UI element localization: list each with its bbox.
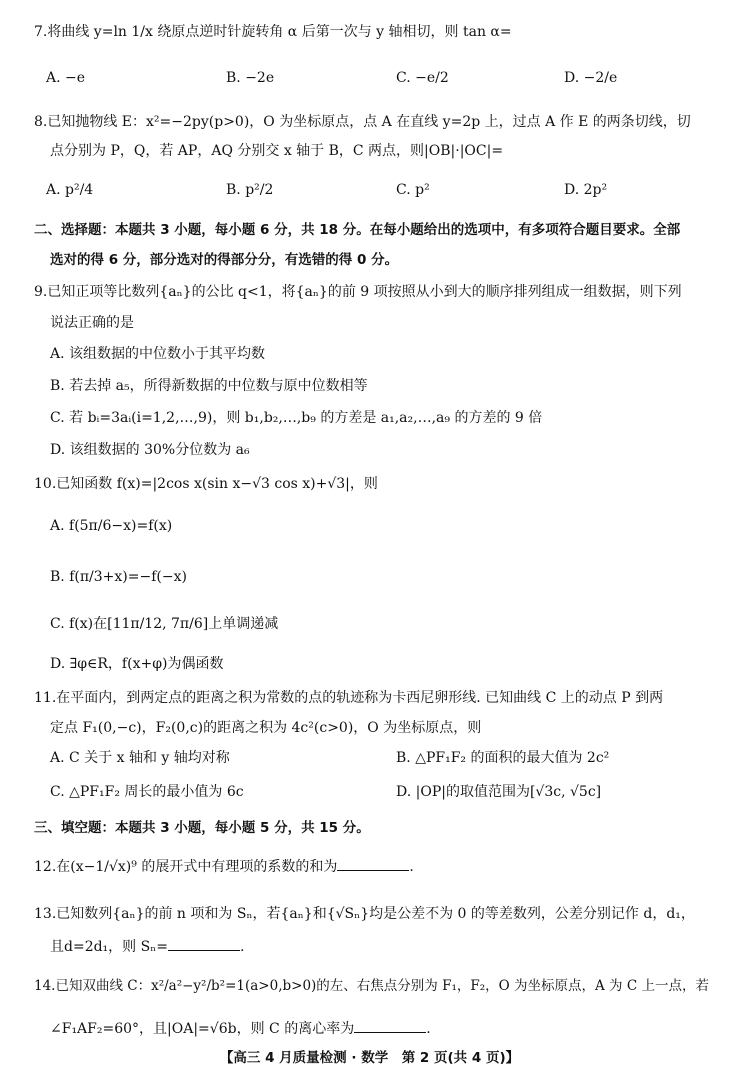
page-footer: 【高三 4 月质量检测 · 数学 第 2 页(共 4 页)】 (219, 1050, 520, 1066)
q13-period: . (240, 939, 245, 955)
q13-answer-blank[interactable] (168, 936, 240, 951)
q7-option-b: B. −2e (226, 70, 275, 86)
q14-answer-blank[interactable] (354, 1018, 426, 1033)
q14-stem-line1: 14.已知双曲线 C：x²/a²−y²/b²=1(a>0,b>0)的左、右焦点分别为 F₁，F₂，O 为坐标原点，A 为 C 上一点，若 (34, 978, 709, 994)
q10-stem: 10.已知函数 f(x)=|2cos x(sin x−√3 cos x)+√3|，则 (34, 476, 378, 492)
q14-period: . (426, 1021, 431, 1037)
q9-stem-line2: 说法正确的是 (50, 315, 134, 331)
section3-heading: 三、填空题：本题共 3 小题，每小题 5 分，共 15 分。 (34, 820, 370, 836)
q9-option-d: D. 该组数据的 30%分位数为 a₆ (50, 442, 250, 458)
q10-option-a: A. f(5π/6−x)=f(x) (50, 518, 173, 534)
q8-option-b: B. p²/2 (226, 182, 274, 198)
q13-text: 且d=2d₁，则 Sₙ= (50, 939, 169, 955)
q8-option-a: A. p²/4 (46, 182, 94, 198)
q14-text: ∠F₁AF₂=60°，且|OA|=√6b，则 C 的离心率为 (50, 1021, 355, 1037)
q11-option-d: D. |OP|的取值范围为[√3c, √5c] (396, 784, 602, 800)
q12-text: 12.在(x−1/√x)⁹ 的展开式中有理项的系数的和为 (34, 859, 338, 875)
q11-option-a: A. C 关于 x 轴和 y 轴均对称 (50, 750, 230, 766)
q14-stem-line2 (50, 1018, 431, 1039)
q11-stem-line2: 定点 F₁(0,−c)，F₂(0,c)的距离之积为 4c²(c>0)，O 为坐标原点，则 (50, 720, 482, 736)
q12-stem (34, 856, 414, 877)
section2-heading-line2: 选对的得 6 分，部分选对的得部分分，有选错的得 0 分。 (50, 252, 399, 268)
q9-stem-line1: 9.已知正项等比数列{aₙ}的公比 q<1，将{aₙ}的前 9 项按照从小到大的顺序排列组成一组数据，则下列 (34, 284, 682, 300)
q11-stem-line1: 11.在平面内，到两定点的距离之积为常数的点的轨迹称为卡西尼卵形线. 已知曲线 C 上的动点 P 到两 (34, 690, 664, 706)
q9-option-a: A. 该组数据的中位数小于其平均数 (50, 346, 266, 362)
q8-stem-line1: 8.已知抛物线 E：x²=−2py(p>0)，O 为坐标原点，点 A 在直线 y=2p 上，过点 A 作 E 的两条切线，切 (34, 114, 691, 130)
q13-stem-line2 (50, 936, 244, 957)
q11-option-c: C. △PF₁F₂ 周长的最小值为 6c (50, 784, 244, 800)
section2-heading-line1: 二、选择题：本题共 3 小题，每小题 6 分，共 18 分。在每小题给出的选项中，有多项符合题目要求。全部 (34, 222, 681, 238)
q7-stem: 7.将曲线 y=ln 1/x 绕原点逆时针旋转角 α 后第一次与 y 轴相切，则 tan α= (34, 24, 512, 40)
q13-stem-line1: 13.已知数列{aₙ}的前 n 项和为 Sₙ，若{aₙ}和{√Sₙ}均是公差不为 0 的等差数列，公差分别记作 d，d₁， (34, 906, 695, 922)
q10-option-c: C. f(x)在[11π/12, 7π/6]上单调递减 (50, 616, 279, 632)
q9-option-b: B. 若去掉 a₅，所得新数据的中位数与原中位数相等 (50, 378, 368, 394)
q11-option-b: B. △PF₁F₂ 的面积的最大值为 2c² (396, 750, 610, 766)
q7-option-c: C. −e/2 (396, 70, 449, 86)
q7-option-a: A. −e (46, 70, 86, 86)
q7-option-d: D. −2/e (564, 70, 618, 86)
q10-option-b: B. f(π/3+x)=−f(−x) (50, 569, 187, 585)
q10-option-d: D. ∃φ∈R，f(x+φ)为偶函数 (50, 656, 224, 672)
q12-period: . (409, 859, 414, 875)
q8-option-c: C. p² (396, 182, 430, 198)
q9-option-c: C. 若 bᵢ=3aᵢ(i=1,2,…,9)，则 b₁,b₂,…,b₉ 的方差是 a₁,a₂,…,a₉ 的方差的 9 倍 (50, 410, 543, 426)
q8-stem-line2: 点分别为 P，Q，若 AP，AQ 分别交 x 轴于 B，C 两点，则|OB|·|OC|= (50, 143, 504, 159)
q12-answer-blank[interactable] (337, 856, 409, 871)
q8-option-d: D. 2p² (564, 182, 608, 198)
